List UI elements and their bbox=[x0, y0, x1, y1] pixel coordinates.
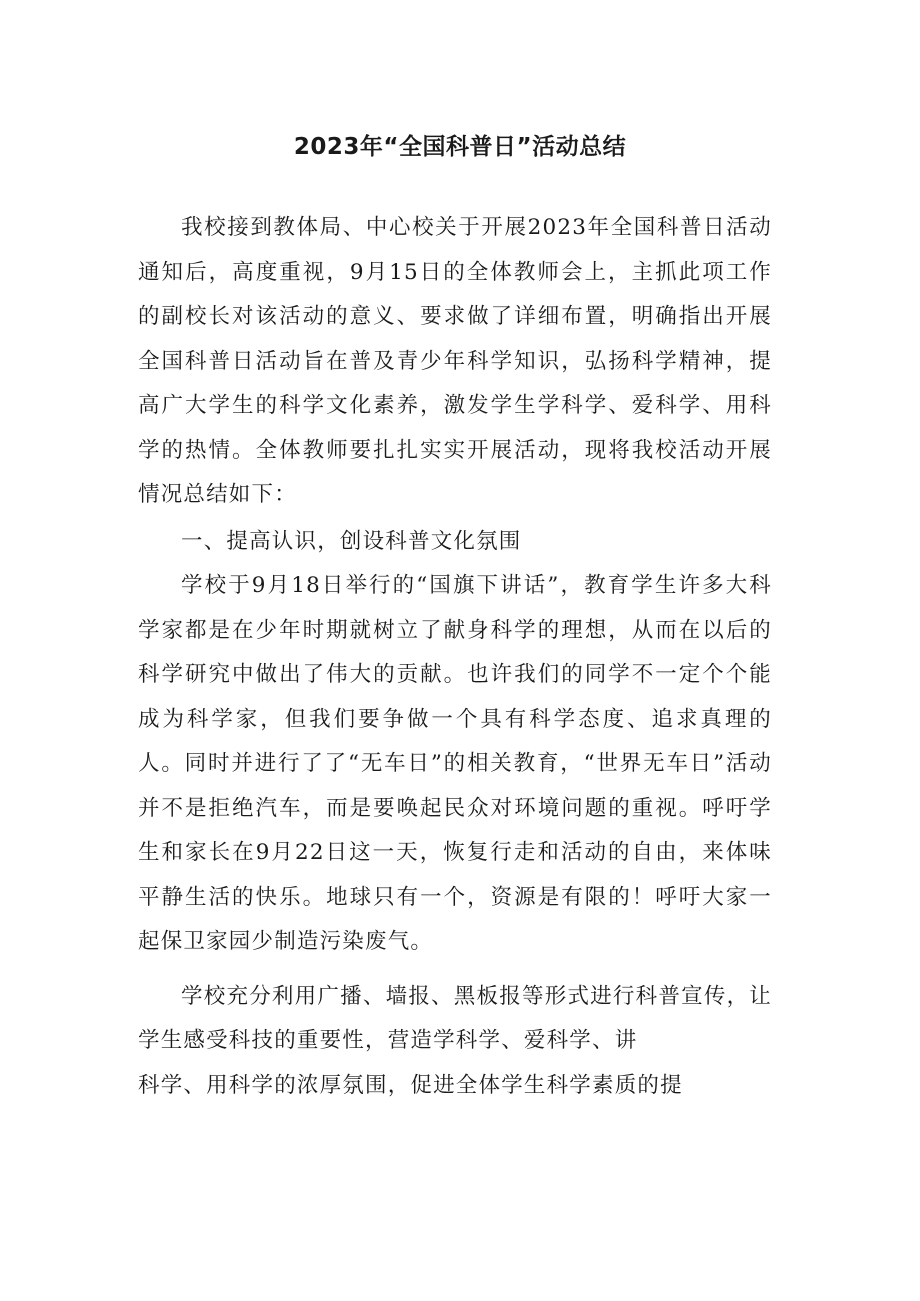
paragraph-publicity-continued: 科学、用科学的浓厚氛围，促进全体学生科学素质的提 bbox=[138, 1072, 683, 1098]
paragraph-publicity: 学校充分利用广播、墙报、黑板报等形式进行科普宣传，让学生感受科技的重要性，营造学科学、爱科学、讲 bbox=[138, 983, 772, 1053]
paragraph-national-flag-speech: 学校于9月18日举行的“国旗下讲话”，教育学生许多大科学家都是在少年时期就树立了献身科学的理想，从而在以后的科学研究中做出了伟大的贡献。也许我们的同学不一定个个能成为科学家，但我们要争做一个具有科学态度、追求真理的人。同时并进行了了“无车日”的相关教育，“世界无车日”活动并不是拒绝汽车，而是要唤起民众对环境问题的重视。呼吁学生和家长在9月22日这一天，恢复行走和活动的自由，来体味平静生活的快乐。地球只有一个，资源是有限的！呼吁大家一起保卫家园少制造污染废气。 bbox=[138, 573, 772, 954]
paragraph-intro: 我校接到教体局、中心校关于开展2023年全国科普日活动通知后，高度重视，9月15日的全体教师会上，主抓此项工作的副校长对该活动的意义、要求做了详细布置，明确指出开展全国科普日活动旨在普及青少年科学知识，弘扬科学精神，提高广大学生的科学文化素养，激发学生学科学、爱科学、用科学的热情。全体教师要扎扎实实开展活动，现将我校活动开展情况总结如下： bbox=[138, 215, 772, 507]
document-title: 2023年“全国科普日”活动总结 bbox=[293, 134, 627, 160]
document-body bbox=[138, 206, 772, 1108]
section-heading-1: 一、提高认识，创设科普文化氛围 bbox=[181, 528, 522, 554]
